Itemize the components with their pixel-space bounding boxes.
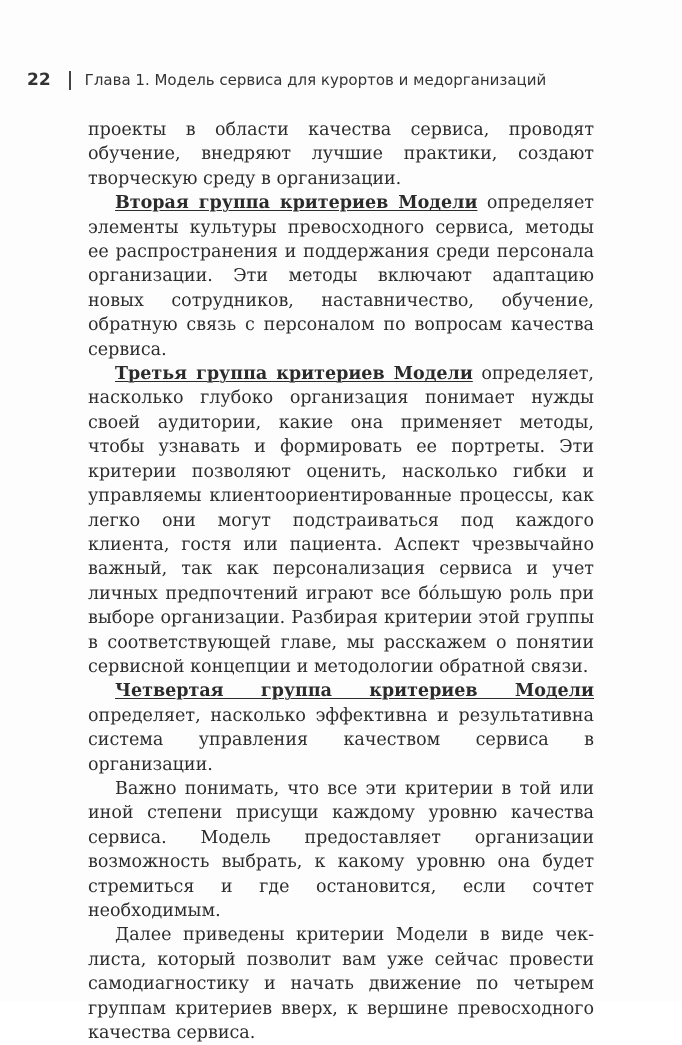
paragraph-text: определяет элементы культуры превосходного сервиса, методы ее распространения и поддержания среди персонала организации. Эти методы включают адаптацию новых сотрудников, наставничество, обучение, обратную связь с персоналом по вопросам качества сервиса. [88,193,594,360]
paragraph-text: определяет, насколько глубоко организация понимает нужды своей аудитории, какие она применяет методы, чтобы узнавать и формировать ее портреты. Эти критерии позволяют оценить, насколько гибки и управляемы клиентоориентированные процессы, как легко они могут подстраиваться под каждого клиента, гостя или пациента. Аспект чрезвычайно важный, так как персонализация сервиса и учет личных предпочтений играют все бóльшую роль при выборе организации. Разбирая критерии этой группы в соответствующей главе, мы расскажем о понятии сервисной концепции и методологии обратной связи. [88,364,594,677]
paragraph-text: определяет, насколько эффективна и результативна система управления качеством сервиса в организации. [88,705,594,775]
paragraph-checklist-intro [88,923,594,1045]
paragraph-third-group [88,362,594,679]
paragraph-text: проекты в области качества сервиса, проводят обучение, внедряют лучшие практики, создают творческую среду в организации. [88,120,594,189]
header-separator [69,71,71,90]
paragraph-text: Далее приведены критерии Модели в виде чек-листа, который позволит вам уже сейчас провести самодиагностику и начать движение по четырем группам критериев вверх, к вершине превосходного качества сервиса. [88,925,594,1044]
page-number: 22 [27,70,51,90]
running-head [27,70,546,90]
paragraph-text: Важно понимать, что все эти критерии в той или иной степени присущи каждому уровню качества сервиса. Модель предоставляет организации возможность выбрать, к какому уровню она будет стремиться и где остановится, если сочтет необходимым. [88,778,594,921]
paragraph-importance [88,777,594,923]
paragraph-lead-heading: Четвертая группа критериев Модели [115,681,594,702]
paragraph-lead-heading: Третья группа критериев Модели [115,364,473,385]
body-text [88,118,594,1045]
paragraph-fourth-group [88,679,594,777]
paragraph-continued [88,118,594,191]
paragraph-second-group [88,191,594,362]
chapter-title: Глава 1. Модель сервиса для курортов и медорганизаций [84,71,547,89]
paragraph-lead-heading: Вторая группа критериев Модели [115,193,478,214]
